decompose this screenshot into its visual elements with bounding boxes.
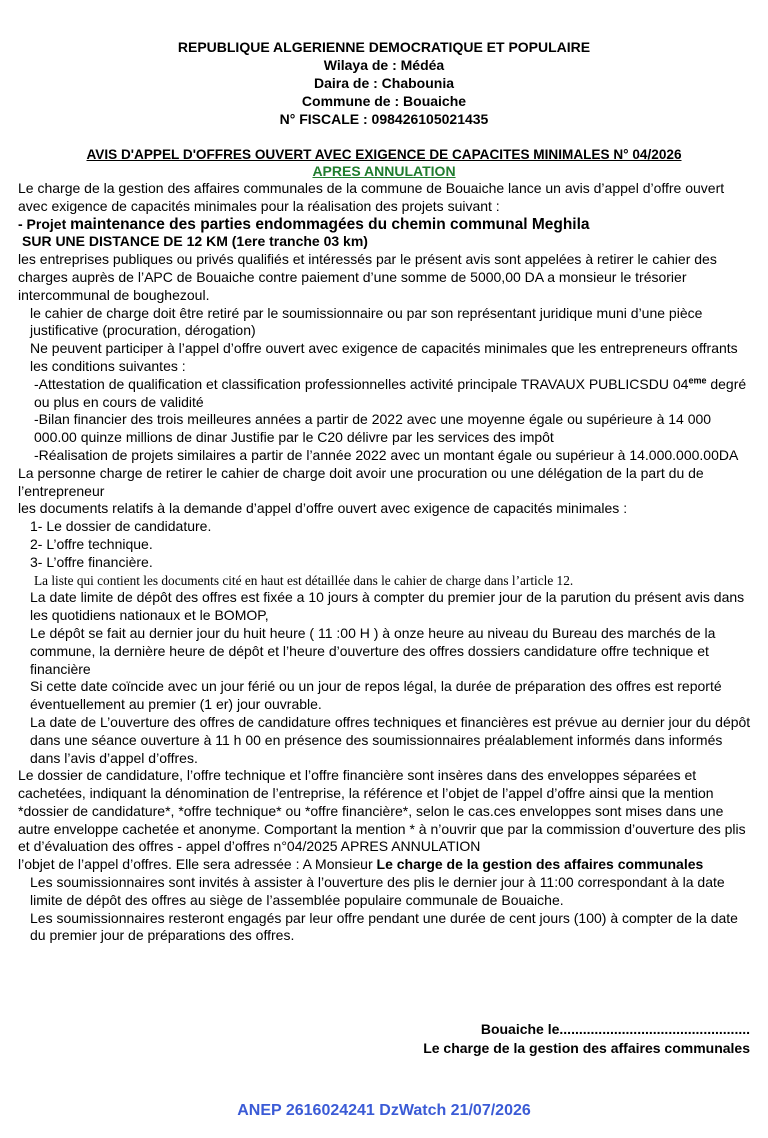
header-fiscal-number: N° FISCALE : 098426105021435 [279, 111, 489, 127]
notice-title: AVIS D'APPEL D'OFFRES OUVERT AVEC EXIGENCE DE CAPACITES MINIMALES N° 04/2026 [86, 147, 682, 162]
paragraph-liste-article: La liste qui contient les documents cité en haut est détaillée dans le cahier de charge dans l’article 12. [34, 572, 574, 588]
project-line [18, 216, 753, 234]
paragraph-engagement: Les soumissionnaires resteront engagés par leur offre pendant une durée de cent jours (100) à compter de la date du premier jour de préparations des offres. [30, 909, 738, 944]
condition-qualification [18, 376, 753, 412]
paragraph-documents: les documents relatifs à la demande d’appel d’offre ouvert avec exigence de capacités minimales : [18, 500, 628, 517]
document-header [0, 38, 768, 128]
header-wilaya: Wilaya de : Médéa [323, 57, 445, 73]
signature-block [423, 1020, 750, 1058]
document-item-2: 2- L’offre technique. [30, 535, 153, 552]
signature-place-date: Bouaiche le................................................. [480, 1021, 750, 1037]
project-title: maintenance des parties endommagées du chemin communal Meghila [70, 215, 590, 233]
header-daira: Daira de : Chabounia [313, 75, 455, 91]
paragraph-ouverture: La date de L’ouverture des offres de candidature offres techniques et financières est prévue au dernier jour du dépôt dans une séance ouverture à 11 h 00 en présence des soumissionnaires préalablement informés dans informés dans l’avis d’appel d’offres. [30, 713, 751, 766]
signature-title: Le charge de la gestion des affaires communales [423, 1040, 750, 1056]
condition-qualification-text: -Attestation de qualification et classification professionnelles activité principale TRAVAUX PUBLICSDU 04 [34, 375, 689, 392]
paragraph-conditions: Ne peuvent participer à l’appel d’offre ouvert avec exigence de capacités minimales que les entrepreneurs offrants les conditions suivantes : [30, 340, 738, 374]
paragraph-adressee-text: l’objet de l’appel d’offres. Elle sera adressée : A Monsieur [18, 856, 377, 873]
paragraph-invitation: Les soumissionnaires sont invités à assister à l’ouverture des plis le dernier jour à 11:00 correspondant à la date limite de dépôt des offres au siège de l’assemblée populaire communale de Bouaiche. [30, 874, 725, 908]
intro-paragraph: Le charge de la gestion des affaires communales de la commune de Bouaiche lance un avis d’appel d’offre ouvert avec exigence de capacités minimales pour la réalisation des projets suivant : [18, 180, 725, 214]
condition-realisation: -Réalisation de projets similaires a partir de l’année 2022 avec un montant égale ou supérieur à 14.000.000.00DA [34, 446, 739, 463]
paragraph-enveloppes: Le dossier de candidature, l’offre technique et l’offre financière sont insères dans des enveloppes séparées et cachetées, indiquant la dénomination de l’entreprise, la référence et l’objet de l’appel d’offre ainsi que la mention *dossier de candidature*, *offre technique* ou *offre financière*, selon le cas.ces enveloppes sont mises dans une autre enveloppe cachetée et anonyme. Comportant la mention * à n’ouvrir que par la commission d’ouverture des plis et d’évaluation des offres - appel d’offres n°04/2025 APRES ANNULATION [18, 767, 746, 855]
notice-body [18, 180, 753, 945]
paragraph-adressee-recipient: Le charge de la gestion des affaires communales [376, 856, 704, 873]
anep-footer: ANEP 2616024241 DzWatch 21/07/2026 [237, 1102, 531, 1119]
document-item-3: 3- L’offre financière. [30, 553, 153, 570]
project-prefix: - Projet [18, 215, 67, 232]
paragraph-adressee [18, 856, 753, 874]
condition-qualification-sup: eme [688, 375, 707, 386]
condition-bilan: -Bilan financier des trois meilleures années a partir de 2022 avec une moyenne égale ou supérieure à 14 000 000.00 quinze millions de dinar Justifie par le C20 délivre par les services des impôt [34, 411, 712, 446]
document-item-1: 1- Le dossier de candidature. [30, 518, 212, 535]
notice-subtitle: APRES ANNULATION [312, 163, 456, 179]
paragraph-representant: le cahier de charge doit être retiré par le soumissionnaire ou par son représentant juridique muni d’une pièce justificative (procuration, dérogation) [30, 304, 703, 339]
paragraph-jour-ferie: Si cette date coïncide avec un jour férié ou un jour de repos légal, la durée de préparation des offres est reporté éventuellement au premier (1 er) jour ouvrable. [30, 678, 722, 713]
condition-qualification-tail: degré ou plus en cours de validité [34, 375, 747, 410]
paragraph-retrait: les entreprises publiques ou privés qualifiés et intéressés par le présent avis sont appelées à retirer le cahier des charges auprès de l’APC de Bouaiche contre paiement d’une somme de 5000,00 DA a monsieur le trésorier intercommunal de boughezoul. [18, 251, 717, 303]
paragraph-procuration: La personne charge de retirer le cahier de charge doit avoir une procuration ou une délégation de la part du de l’entrepreneur [18, 464, 704, 499]
paragraph-date-limite: La date limite de dépôt des offres est fixée a 10 jours à compter du premier jour de la parution du présent avis dans les quotidiens nationaux et le BOMOP, [30, 589, 745, 624]
header-republic: REPUBLIQUE ALGERIENNE DEMOCRATIQUE ET POPULAIRE [177, 39, 591, 55]
header-commune: Commune de : Bouaiche [301, 93, 467, 109]
project-distance: SUR UNE DISTANCE DE 12 KM (1ere tranche 03 km) [22, 233, 368, 250]
paragraph-depot: Le dépôt se fait au dernier jour du huit heure ( 11 :00 H ) à onze heure au niveau du Bureau des marchés de la commune, la dernière heure de dépôt et l’heure d’ouverture des offres dossiers candidature offre technique et financière [30, 624, 716, 677]
